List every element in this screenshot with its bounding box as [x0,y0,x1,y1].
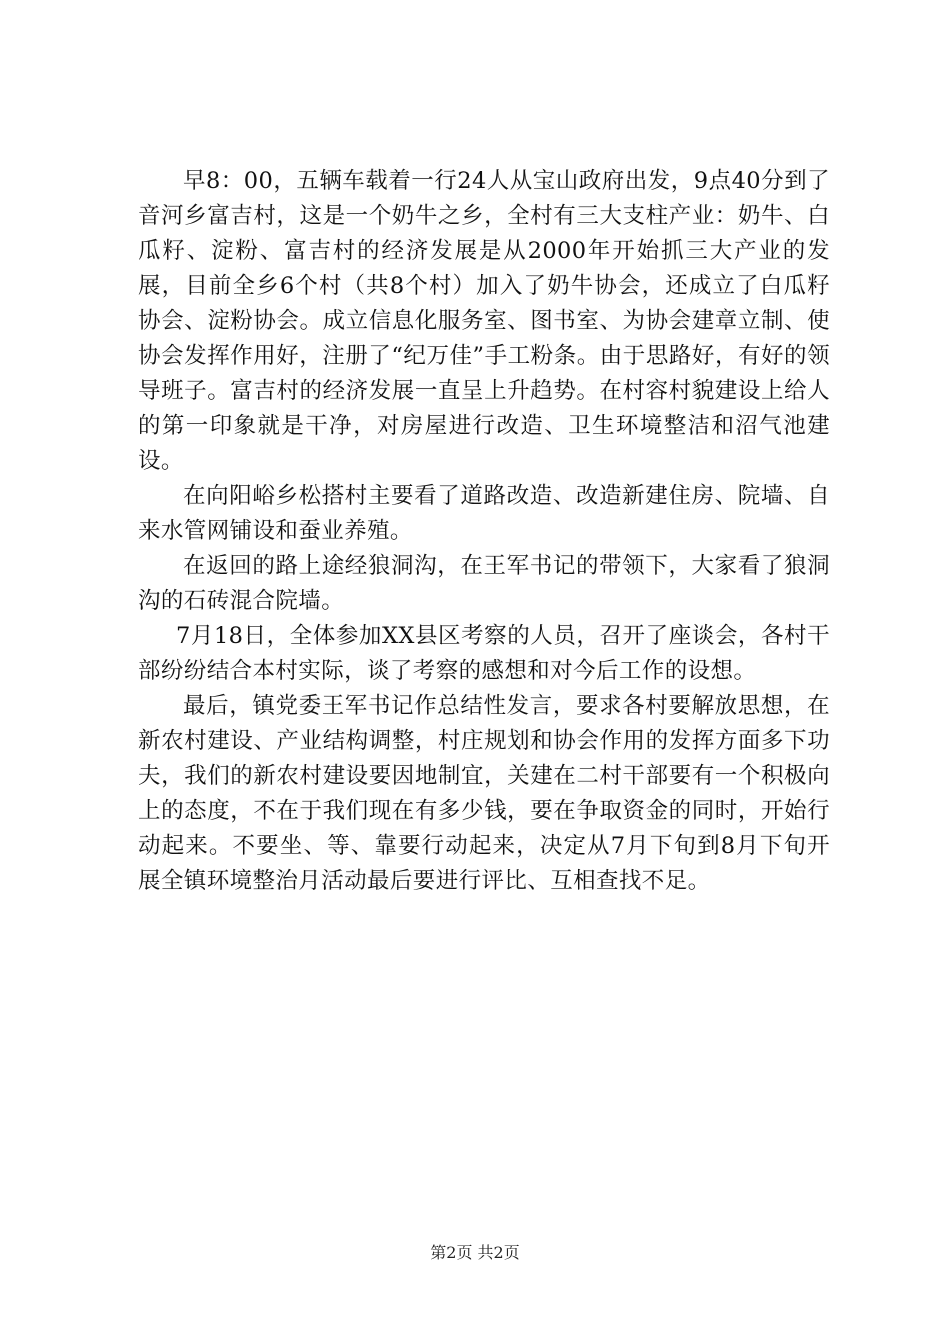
paragraph-inspection-fuji-village: 早8：00，五辆车载着一行24人从宝山政府出发，9点40分到了音河乡富吉村，这是一个奶牛之乡，全村有三大支柱产业：奶牛、白瓜籽、淀粉、富吉村的经济发展是从2000年开始抓三大产业的发展，目前全乡6个村（共8个村）加入了奶牛协会，还成立了白瓜籽协会、淀粉协会。成立信息化服务室、图书室、为协会建章立制、使协会发挥作用好，注册了“纪万佳”手工粉条。由于思路好，有好的领导班子。富吉村的经济发展一直呈上升趋势。在村容村貌建设上给人的第一印象就是干净，对房屋进行改造、卫生环境整洁和沼气池建设。 [138,168,830,474]
paragraph-langdonggou: 在返回的路上途经狼洞沟，在王军书记的带领下，大家看了狼洞沟的石砖混合院墙。 [138,553,830,614]
document-body [138,164,830,899]
paragraph-songda-village: 在向阳峪乡松搭村主要看了道路改造、改造新建住房、院墙、自来水管网铺设和蚕业养殖。 [138,483,830,544]
paragraph-summary-speech: 最后，镇党委王军书记作总结性发言，要求各村要解放思想，在新农村建设、产业结构调整，村庄规划和协会作用的发挥方面多下功夫，我们的新农村建设要因地制宜，关建在二村干部要有一个积极向上的态度，不在于我们现在有多少钱，要在争取资金的同时，开始行动起来。不要坐、等、靠要行动起来，决定从7月下旬到8月下旬开展全镇环境整治月活动最后要进行评比、互相查找不足。 [138,693,830,894]
page-footer: 第2页 共2页 [430,1243,520,1262]
paragraph-symposium: 7月18日，全体参加XX县区考察的人员，召开了座谈会，各村干部纷纷结合本村实际，谈了考察的感想和对今后工作的设想。 [138,623,830,684]
